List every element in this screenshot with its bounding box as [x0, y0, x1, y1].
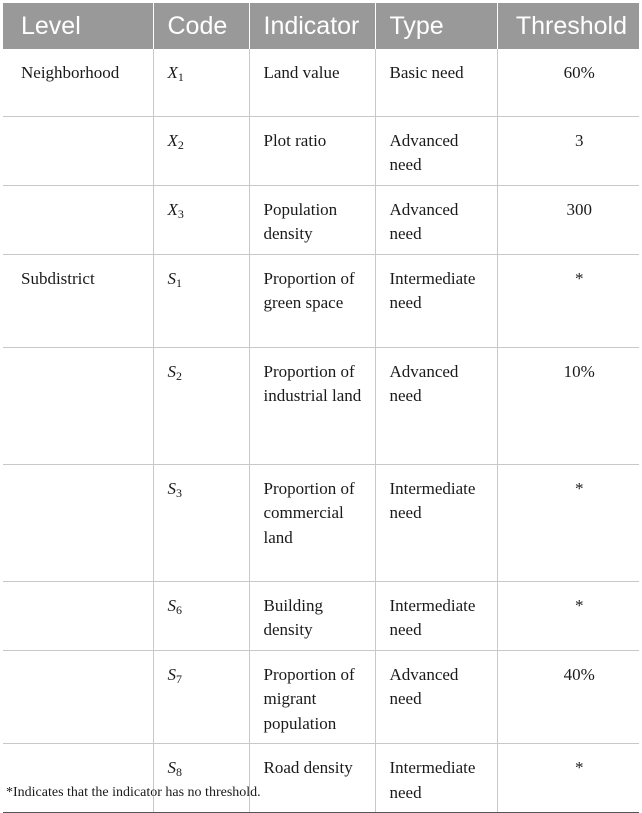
header-level: Level	[3, 3, 153, 49]
cell-indicator: Population density	[249, 185, 375, 254]
indicator-table	[3, 3, 639, 813]
code-subscript: 1	[177, 70, 184, 84]
header-code: Code	[153, 3, 249, 49]
cell-type: Basic need	[375, 49, 497, 116]
cell-type: Advanced need	[375, 116, 497, 185]
cell-level	[3, 581, 153, 650]
cell-code	[153, 581, 249, 650]
cell-type: Intermediate need	[375, 581, 497, 650]
table-row	[3, 581, 639, 650]
code-subscript: 1	[176, 275, 182, 290]
cell-indicator: Proportion of migrant population	[249, 650, 375, 744]
code-letter: S	[167, 361, 176, 381]
cell-threshold: 300	[497, 185, 639, 254]
code-subscript: 3	[177, 206, 184, 221]
code-subscript: 6	[176, 602, 182, 617]
code-letter: S	[167, 268, 176, 288]
table-header	[3, 3, 639, 49]
code-letter: X	[167, 199, 178, 219]
header-row	[3, 3, 639, 49]
cell-threshold: *	[497, 581, 639, 650]
table-row	[3, 464, 639, 581]
table-row	[3, 347, 639, 464]
cell-level: Neighborhood	[3, 49, 153, 116]
code-subscript: 2	[176, 368, 182, 383]
cell-level	[3, 185, 153, 254]
cell-type: Intermediate need	[375, 464, 497, 581]
cell-indicator: Proportion of commercial land	[249, 464, 375, 581]
table-row	[3, 744, 639, 813]
cell-indicator: Land value	[249, 49, 375, 116]
table-body	[3, 49, 639, 813]
cell-code	[153, 49, 249, 116]
cell-code	[153, 185, 249, 254]
cell-indicator: Plot ratio	[249, 116, 375, 185]
code-letter: S	[167, 758, 176, 777]
cell-threshold: 60%	[497, 49, 639, 116]
cell-type: Intermediate need	[375, 254, 497, 347]
cell-threshold: *	[497, 254, 639, 347]
cell-type: Advanced need	[375, 185, 497, 254]
cell-level	[3, 116, 153, 185]
cell-indicator: Proportion of industrial land	[249, 347, 375, 464]
cell-indicator: Proportion of green space	[249, 254, 375, 347]
table-row	[3, 116, 639, 185]
table-row	[3, 650, 639, 744]
cell-level: Subdistrict	[3, 254, 153, 347]
cell-code	[153, 116, 249, 185]
table-row	[3, 49, 639, 116]
header-type: Type	[375, 3, 497, 49]
cell-threshold: *	[497, 464, 639, 581]
cell-type: Advanced need	[375, 650, 497, 744]
code-letter: S	[167, 595, 176, 615]
code-letter: X	[167, 63, 178, 82]
header-indicator: Indicator	[249, 3, 375, 49]
cell-threshold: 40%	[497, 650, 639, 744]
code-letter: X	[167, 130, 178, 150]
table-row	[3, 254, 639, 347]
cell-threshold: *	[497, 744, 639, 813]
code-letter: S	[167, 664, 176, 684]
cell-level	[3, 744, 153, 813]
code-subscript: 3	[176, 485, 182, 500]
cell-code	[153, 347, 249, 464]
footnote: *Indicates that the indicator has no threshold.	[6, 785, 261, 800]
cell-code	[153, 650, 249, 744]
cell-threshold: 3	[497, 116, 639, 185]
cell-type: Intermediate need	[375, 744, 497, 813]
code-subscript: 2	[177, 137, 184, 152]
cell-level	[3, 464, 153, 581]
cell-code	[153, 464, 249, 581]
table-row	[3, 185, 639, 254]
cell-level	[3, 347, 153, 464]
cell-threshold: 10%	[497, 347, 639, 464]
cell-level	[3, 650, 153, 744]
cell-indicator: Road density	[249, 744, 375, 813]
cell-indicator: Building density	[249, 581, 375, 650]
cell-code	[153, 744, 249, 813]
code-subscript: 8	[176, 765, 182, 779]
cell-type: Advanced need	[375, 347, 497, 464]
header-threshold: Threshold	[497, 3, 639, 49]
cell-code	[153, 254, 249, 347]
code-subscript: 7	[176, 671, 182, 686]
code-letter: S	[167, 478, 176, 498]
